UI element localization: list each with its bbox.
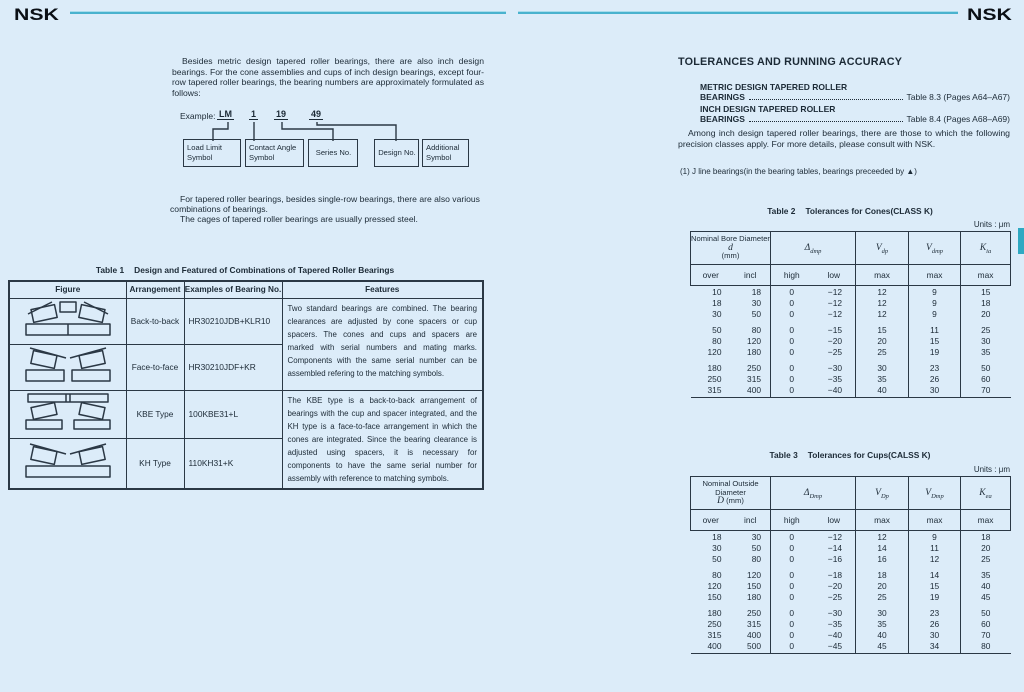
table3-subheader-max-kea: max: [961, 510, 1011, 531]
tolerance-value-cell: 25: [961, 320, 1011, 335]
table2-subheader-high: high: [771, 265, 813, 286]
tolerance-value-cell: 18: [751, 286, 762, 297]
tolerance-value-cell: 35: [856, 618, 909, 630]
tolerance-value-cell: 0: [771, 565, 813, 580]
table2-subheader-incl: incl: [731, 265, 771, 286]
inch-ref-target: Table 8.4 (Pages A68–A69): [906, 114, 1010, 124]
tolerance-value-cell: 250: [747, 363, 762, 373]
table-row: [9, 298, 483, 344]
tolerance-value-cell: 70: [961, 385, 1011, 398]
arrangement-kh-type: KH Type: [126, 438, 184, 488]
tolerance-value-cell: 20: [856, 335, 909, 347]
j-line-note: (1) J line bearings(in the bearing tables, bearings preceeded by ▲): [680, 167, 917, 176]
arrangement-face-to-face: Face-to-face: [126, 344, 184, 390]
tolerance-value-cell: 9: [909, 286, 961, 298]
bearing-no-face-to-face: HR30210JDF+KR: [184, 344, 282, 390]
tolerance-value-cell: −12: [827, 286, 843, 297]
tolerance-value-cell: 18: [856, 565, 909, 580]
design-no-box: [374, 139, 419, 167]
table2-title: [690, 206, 1010, 216]
combinations-paragraph: [170, 194, 484, 225]
tolerance-value-cell: 18: [961, 297, 1011, 309]
tolerance-value-cell: −16: [827, 554, 843, 565]
tolerance-value-cell: 45: [961, 592, 1011, 604]
example-part-contact-angle: 1: [251, 109, 257, 119]
table2-subheader-max-vdmp: max: [909, 265, 961, 286]
bore-unit: (mm): [721, 251, 740, 261]
tolerance-value-cell: 180: [747, 592, 762, 603]
table-row: [691, 385, 1011, 398]
tolerance-value-cell: −35: [827, 373, 843, 384]
additional-symbol-label: Additional Symbol: [426, 143, 460, 162]
tolerance-value-cell: 11: [909, 320, 961, 335]
tolerance-value-cell: −12: [827, 531, 843, 542]
table2-kia-header: $K_{ia}$: [961, 232, 1011, 265]
tolerance-value-cell: 35: [961, 347, 1011, 359]
tolerance-value-cell: −18: [827, 570, 843, 580]
table3-title: [690, 450, 1010, 460]
tolerance-value-cell: 315: [707, 630, 722, 641]
tolerance-value-cell: 400: [691, 641, 731, 654]
tolerance-value-cell: 0: [771, 286, 813, 298]
table3-subheader-low: low: [813, 510, 856, 531]
tolerance-value-cell: 250: [707, 618, 722, 629]
load-limit-symbol-box: [183, 139, 241, 167]
diameter-label: Diameter: [715, 487, 746, 497]
tolerance-value-cell: 0: [771, 373, 813, 385]
tolerance-value-cell: 30: [712, 309, 722, 320]
tolerance-value-cell: 45: [856, 641, 909, 654]
table3-subheader-over: over: [691, 510, 731, 531]
tolerance-value-cell: −35: [827, 618, 843, 629]
tolerance-value-cell: 15: [909, 580, 961, 592]
tolerance-value-cell: 0: [771, 630, 813, 642]
table2-vdmp-header: $V_{dmp}$: [909, 232, 961, 265]
tolerance-value-cell: 0: [771, 335, 813, 347]
outside-diameter-symbol: D: [717, 496, 725, 507]
table2-title-label: Table 2: [767, 206, 796, 216]
table2-units: Units : μm: [973, 220, 1010, 229]
tolerance-value-cell: 0: [771, 358, 813, 373]
tolerance-value-cell: 80: [712, 335, 722, 346]
tolerance-value-cell: 12: [856, 309, 909, 321]
additional-symbol-box: [422, 139, 469, 167]
tolerance-value-cell: 80: [961, 641, 1011, 654]
back-to-back-figure-cell: [9, 298, 126, 344]
dotted-leader: [749, 99, 903, 100]
header-rule-right: [518, 12, 958, 14]
table3-col1-header: [691, 477, 771, 510]
tolerance-value-cell: 30: [712, 542, 722, 553]
tolerance-value-cell: 180: [707, 363, 722, 373]
tolerance-value-cell: 30: [909, 385, 961, 398]
tolerance-value-cell: −25: [827, 347, 843, 358]
table2-body: [691, 286, 1011, 398]
features-kbe-kh: The KBE type is a back-to-back arrangement of bearings with the cup and spacer integrated, and the KH type is a face-to-face arrangement in which the cones are integrated. Since the bearing clearance is adjusted using spacers, it is necessary for components to have the same serial number for assembly with reference to matching symbols.: [282, 390, 483, 489]
tolerance-value-cell: −45: [813, 641, 856, 654]
tolerance-value-cell: 150: [707, 592, 722, 603]
nominal-outside-label: Nominal Outside: [702, 478, 759, 488]
inch-ref-line: [700, 114, 1010, 124]
table1-header-features: Features: [282, 281, 483, 298]
cages-text: The cages of tapered roller bearings are usually pressed steel.: [180, 214, 418, 225]
kbe-type-figure-cell: [9, 390, 126, 438]
header-rule-left: [70, 12, 506, 14]
tolerance-value-cell: 0: [771, 618, 813, 630]
precision-classes-paragraph: Among inch design tapered roller bearings, there are those to which the following precision classes apply. For more details, please consult with NSK.: [678, 128, 1010, 149]
table1-header-examples: Examples of Bearing No.: [184, 281, 282, 298]
table3-body: [691, 531, 1011, 654]
combinations-text: For tapered roller bearings, besides single-row bearings, there are also various combinations of bearings.: [170, 194, 480, 215]
design-no-label: Design No.: [378, 148, 416, 158]
tolerance-value-cell: −15: [827, 325, 843, 335]
tolerance-value-cell: 12: [856, 286, 909, 298]
table-row: [691, 618, 1011, 630]
load-limit-symbol-label: Load Limit Symbol: [187, 143, 223, 162]
table-row: [691, 373, 1011, 385]
table-row: [691, 580, 1011, 592]
tolerance-value-cell: 11: [909, 542, 961, 554]
contact-angle-symbol-label: Contact Angle Symbol: [249, 143, 297, 162]
tolerance-value-cell: 315: [747, 618, 762, 629]
tolerance-value-cell: 0: [771, 603, 813, 618]
tolerance-value-cell: 19: [909, 592, 961, 604]
tolerance-value-cell: 0: [771, 641, 813, 654]
kbe-type-bearing-figure-icon: [18, 392, 118, 432]
table3-vdp-header: $V_{Dp}$: [856, 477, 909, 510]
tolerance-value-cell: 50: [712, 554, 722, 565]
tolerance-value-cell: 120: [707, 347, 722, 358]
tolerances-heading: TOLERANCES AND RUNNING ACCURACY: [678, 56, 903, 68]
metric-ref-line: [700, 92, 1010, 102]
tolerance-value-cell: 120: [747, 570, 762, 580]
example-part-design: 49: [311, 109, 322, 119]
contact-angle-symbol-box: [245, 139, 304, 167]
tolerance-value-cell: 30: [856, 358, 909, 373]
tolerance-value-cell: 80: [751, 325, 762, 335]
tolerance-value-cell: 0: [771, 531, 813, 543]
arrangement-back-to-back: Back-to-back: [126, 298, 184, 344]
tolerance-value-cell: 30: [751, 531, 762, 542]
tolerance-value-cell: 10: [712, 286, 722, 297]
tolerance-value-cell: 180: [707, 608, 722, 618]
tolerance-value-cell: 0: [771, 320, 813, 335]
tolerance-value-cell: −40: [813, 385, 856, 398]
tolerance-value-cell: −30: [827, 608, 843, 618]
tolerance-value-cell: 15: [961, 286, 1011, 298]
tolerance-value-cell: 0: [771, 580, 813, 592]
tolerance-value-cell: 400: [747, 630, 762, 641]
table3-subheader-incl: incl: [731, 510, 771, 531]
tolerance-value-cell: 16: [856, 554, 909, 566]
tolerance-value-cell: 25: [961, 554, 1011, 566]
face-to-face-figure-cell: [9, 344, 126, 390]
tolerance-value-cell: 60: [961, 373, 1011, 385]
tolerance-value-cell: 30: [751, 297, 762, 308]
table1-title-text: Design and Featured of Combinations of Tapered Roller Bearings: [134, 265, 395, 275]
table1-header-figure: Figure: [9, 281, 126, 298]
table2-subheader-max-vdp: max: [856, 265, 909, 286]
tolerance-value-cell: 34: [909, 641, 961, 654]
table1-combinations: [8, 280, 484, 490]
tolerance-value-cell: 12: [909, 554, 961, 566]
tolerance-value-cell: 180: [747, 347, 762, 358]
tolerance-value-cell: −40: [827, 630, 843, 641]
tolerance-value-cell: 315: [691, 385, 731, 398]
example-label: Example:: [180, 111, 216, 121]
table-row: [691, 531, 1011, 543]
dotted-leader: [749, 121, 903, 122]
table-row: [691, 565, 1011, 580]
tolerance-value-cell: 30: [961, 335, 1011, 347]
tolerance-value-cell: 120: [747, 335, 762, 346]
table2-vdp-header: $V_{dp}$: [856, 232, 909, 265]
series-no-label: Series No.: [315, 148, 352, 158]
tolerance-value-cell: 14: [909, 565, 961, 580]
table2-col1-header: [691, 232, 771, 265]
tolerance-value-cell: 250: [707, 373, 722, 384]
tolerance-value-cell: 18: [712, 297, 722, 308]
tolerance-value-cell: 315: [747, 373, 762, 384]
tolerance-value-cell: 30: [909, 630, 961, 642]
kh-type-bearing-figure-icon: [18, 441, 118, 481]
tolerance-value-cell: 50: [961, 358, 1011, 373]
bearing-no-kh-type: 110KH31+K: [184, 438, 282, 488]
table2-subheader-low: low: [813, 265, 856, 286]
tolerance-value-cell: −14: [827, 542, 843, 553]
table-row: [9, 390, 483, 438]
tolerance-value-cell: 15: [856, 320, 909, 335]
tolerance-value-cell: 19: [909, 347, 961, 359]
table-row: [691, 592, 1011, 604]
tolerance-value-cell: 26: [909, 373, 961, 385]
tolerance-value-cell: 35: [856, 373, 909, 385]
tolerance-value-cell: 70: [961, 630, 1011, 642]
tolerance-value-cell: 0: [771, 554, 813, 566]
tolerance-value-cell: −25: [827, 592, 843, 603]
metric-ref-word: BEARINGS: [700, 92, 745, 102]
table3-units: Units : μm: [973, 465, 1010, 474]
arrangement-kbe-type: KBE Type: [126, 390, 184, 438]
tolerance-value-cell: 25: [856, 592, 909, 604]
inch-ref-word: BEARINGS: [700, 114, 745, 124]
table-row: [691, 542, 1011, 554]
tolerance-value-cell: 20: [961, 542, 1011, 554]
tolerance-value-cell: 9: [909, 309, 961, 321]
table2-delta-dmp-header: $\Delta_{dmp}$: [771, 232, 856, 265]
tolerance-value-cell: −20: [827, 580, 843, 591]
tolerance-value-cell: 250: [747, 608, 762, 618]
table-row: [691, 358, 1011, 373]
tolerance-value-cell: 150: [747, 580, 762, 591]
metric-ref-title: METRIC DESIGN TAPERED ROLLER: [700, 82, 848, 92]
tolerance-value-cell: 20: [961, 309, 1011, 321]
nsk-logo-left: NSK: [14, 5, 59, 24]
tolerance-value-cell: 80: [751, 554, 762, 565]
tolerance-value-cell: 500: [731, 641, 771, 654]
table3-subheader-max-vdmp: max: [909, 510, 961, 531]
table2-cones: [690, 231, 1011, 398]
kh-type-figure-cell: [9, 438, 126, 488]
table-row: [691, 554, 1011, 566]
tolerance-value-cell: 0: [771, 385, 813, 398]
tolerance-value-cell: 12: [856, 531, 909, 543]
tolerance-value-cell: −30: [827, 363, 843, 373]
table3-title-text: Tolerances for Cups(CALSS K): [807, 450, 931, 460]
tolerance-value-cell: 26: [909, 618, 961, 630]
table-row: [691, 335, 1011, 347]
nominal-bore-diameter-label: Nominal Bore Diameter: [691, 233, 770, 243]
tolerance-value-cell: 25: [856, 347, 909, 359]
table3-subheader-max-vdp: max: [856, 510, 909, 531]
tolerance-value-cell: 15: [909, 335, 961, 347]
tolerance-value-cell: 50: [961, 603, 1011, 618]
outside-diameter-unit: (mm): [726, 496, 744, 506]
table2-title-text: Tolerances for Cones(CLASS K): [805, 206, 933, 216]
tolerance-value-cell: 9: [909, 531, 961, 543]
table-row: [691, 603, 1011, 618]
example-part-load-limit: LM: [219, 109, 232, 119]
tolerance-value-cell: 400: [731, 385, 771, 398]
tolerance-value-cell: 12: [856, 297, 909, 309]
section-index-tab: [1018, 228, 1024, 254]
tolerance-value-cell: −20: [827, 335, 843, 346]
tolerance-value-cell: 18: [961, 531, 1011, 543]
tolerance-value-cell: 35: [961, 565, 1011, 580]
table-row: [691, 297, 1011, 309]
series-no-box: [308, 139, 358, 167]
table3-vdmp-header: $V_{Dmp}$: [909, 477, 961, 510]
bore-symbol: d: [728, 242, 733, 253]
table3-title-label: Table 3: [769, 450, 798, 460]
tolerance-value-cell: 18: [712, 531, 722, 542]
tolerance-value-cell: 23: [909, 603, 961, 618]
table1-header-arrangement: Arrangement: [126, 281, 184, 298]
nsk-logo-right: NSK: [967, 5, 1012, 24]
table-row: [691, 641, 1011, 654]
tolerance-value-cell: 14: [856, 542, 909, 554]
tolerance-value-cell: 0: [771, 592, 813, 604]
tolerance-value-cell: −12: [827, 297, 843, 308]
table-row: [691, 347, 1011, 359]
bearing-no-kbe-type: 100KBE31+L: [184, 390, 282, 438]
tolerance-value-cell: 23: [909, 358, 961, 373]
intro-paragraph: Besides metric design tapered roller bearings, there are also inch design bearings. For the cone assemblies and cups of inch design bearings, except four-row tapered roller bearings, the bearing numbers are approximately formulated as follows:: [172, 56, 484, 98]
tolerance-value-cell: 40: [856, 385, 909, 398]
table-row: [691, 630, 1011, 642]
table-row: [691, 286, 1011, 298]
tolerance-value-cell: 50: [751, 542, 762, 553]
tolerance-value-cell: 0: [771, 297, 813, 309]
table1-title: [8, 265, 482, 275]
table3-kea-header: $K_{ea}$: [961, 477, 1011, 510]
tolerance-value-cell: 20: [856, 580, 909, 592]
tolerance-value-cell: 50: [751, 309, 762, 320]
inch-ref-title: INCH DESIGN TAPERED ROLLER: [700, 104, 836, 114]
tolerance-value-cell: 40: [961, 580, 1011, 592]
bearing-no-back-to-back: HR30210JDB+KLR10: [184, 298, 282, 344]
tolerance-value-cell: −12: [827, 309, 843, 320]
table3-subheader-high: high: [771, 510, 813, 531]
metric-ref-target: Table 8.3 (Pages A64–A67): [906, 92, 1010, 102]
tolerance-value-cell: 9: [909, 297, 961, 309]
tolerance-value-cell: 40: [856, 630, 909, 642]
tolerance-value-cell: 120: [707, 580, 722, 591]
table3-delta-dmp-header: $\Delta_{Dmp}$: [771, 477, 856, 510]
table-row: [691, 320, 1011, 335]
tolerance-value-cell: 0: [771, 309, 813, 321]
example-part-series: 19: [276, 109, 287, 119]
features-standard-combined: Two standard bearings are combined. The bearing clearances are adjusted by cone spacers or cup spacers. The cones and cups and spacers are marked with serial numbers and mating marks. Components with the same serial number can be assembled refering to the matching symbols.: [282, 298, 483, 390]
tolerance-value-cell: 80: [712, 570, 722, 580]
tolerance-value-cell: 30: [856, 603, 909, 618]
back-to-back-bearing-figure-icon: [18, 299, 118, 339]
face-to-face-bearing-figure-icon: [18, 345, 118, 385]
table-row: [691, 309, 1011, 321]
table2-subheader-max-kia: max: [961, 265, 1011, 286]
tolerance-value-cell: 50: [712, 325, 722, 335]
table2-subheader-over: over: [691, 265, 731, 286]
tolerance-value-cell: 60: [961, 618, 1011, 630]
tolerance-value-cell: 0: [771, 347, 813, 359]
table1-title-label: Table 1: [95, 265, 125, 275]
table3-cups: [690, 476, 1011, 654]
tolerance-value-cell: 0: [771, 542, 813, 554]
